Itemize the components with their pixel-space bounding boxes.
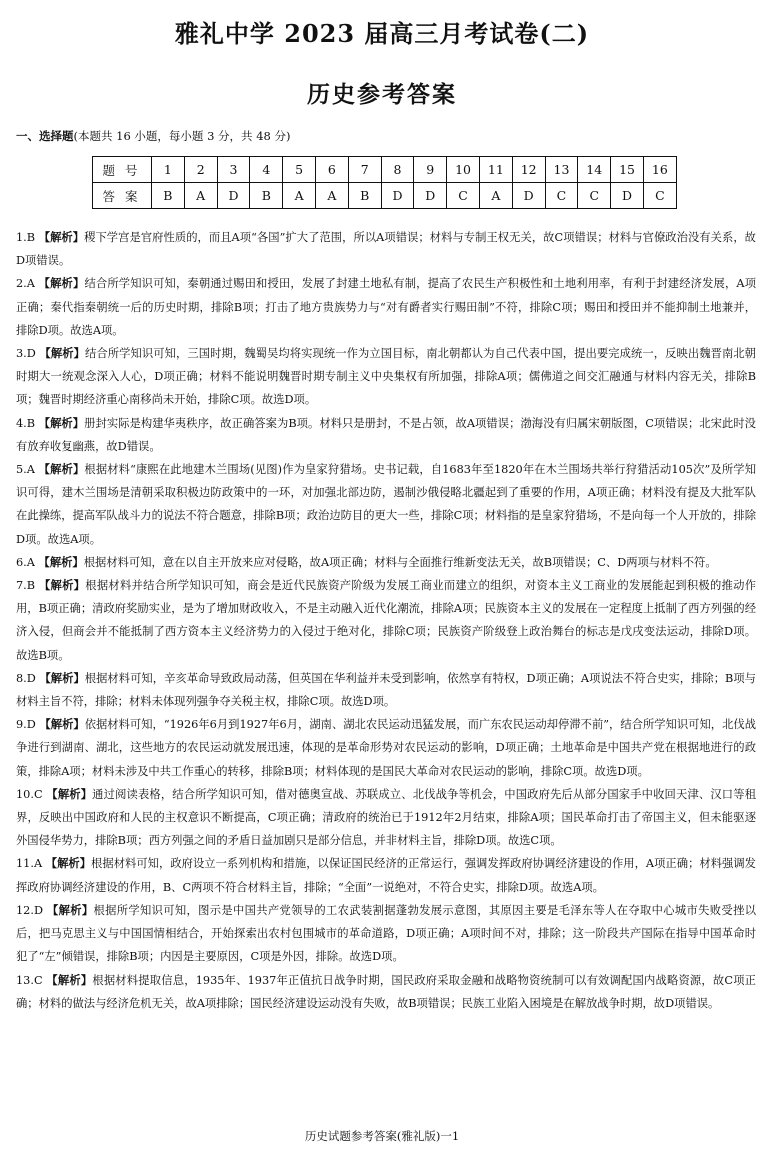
item-analysis-tag: 【解析】 xyxy=(38,578,86,593)
explanation-item xyxy=(16,412,756,458)
item-text: 根据材料并结合所学知识可知，商会是近代民族资产阶级为发展工商业而建立的组织，对资本主义工商业的发展能起到积极的推动作用，B项正确；清政府奖励实业，是为了增加财政收入，不是主动融入近代化潮流，排除A项；民族资本主义的发展在一定程度上抵制了西方列强的经济入侵，但商会并不能抵制了西方资本主义经济势力的入侵过于绝对化，排除C项；民族资产阶级登上政治舞台的标志是戊戌变法运动，排除D项。故选B项。 xyxy=(16,579,756,662)
question-number-cell: 1 xyxy=(152,157,185,183)
item-text: 结合所学知识可知，三国时期，魏蜀吴均将实现统一作为立国目标，南北朝都认为自己代表中国，提出要完成统一，反映出魏晋南北朝时期大一统观念深入人心，D项正确；材料不能说明魏晋时期专制主义中央集权有所加强，排除A项；儒佛道之间交汇融通与材料内容无关，排除B项；魏晋时期经济重心南移尚未开始，排除C项。故选D项。 xyxy=(16,347,756,407)
item-analysis-tag: 【解析】 xyxy=(38,415,85,430)
answer-cell: A xyxy=(479,183,512,209)
explanation-item xyxy=(16,852,756,898)
question-number-cell: 15 xyxy=(611,157,644,183)
explanation-item xyxy=(16,342,756,412)
question-number-cell: 12 xyxy=(512,157,545,183)
explanation-item xyxy=(16,783,756,853)
item-analysis-tag: 【解析】 xyxy=(38,276,85,291)
item-analysis-tag: 【解析】 xyxy=(46,902,94,917)
item-number: 1.B xyxy=(16,231,36,244)
explanation-item xyxy=(16,969,756,1015)
answer-cell: D xyxy=(381,183,414,209)
item-analysis-tag: 【解析】 xyxy=(38,554,84,569)
question-number-cell: 3 xyxy=(217,157,250,183)
answer-cell: C xyxy=(643,183,676,209)
explanation-item xyxy=(16,713,756,783)
answer-table-answer-row xyxy=(93,183,677,209)
row-label-answer: 答案 xyxy=(93,183,152,209)
answer-cell: C xyxy=(545,183,578,209)
explanation-item xyxy=(16,551,756,574)
item-text: 根据材料提取信息，1935年、1937年正值抗日战争时期，国民政府采取金融和战略物资统制可以有效调配国内战略资源，故C项正确；材料的做法与经济危机无关，故A项排除；国民经济建设运动没有失败，故B项错误；民族工业陷入困境是在解放战争时期，故D项错误。 xyxy=(16,973,756,1010)
explanation-item xyxy=(16,226,756,272)
answer-cell: D xyxy=(611,183,644,209)
item-analysis-tag: 【解析】 xyxy=(39,346,86,361)
item-analysis-tag: 【解析】 xyxy=(46,972,93,987)
item-text: 根据材料可知，辛亥革命导致政局动荡，但英国在华利益并未受到影响，依然享有特权，D项正确；A项说法不符合史实，排除；B项与材料主旨不符，排除；材料未体现列强争夺关税主权，排除C项。故选D项。 xyxy=(16,671,756,709)
item-text: 通过阅读表格，结合所学知识可知，借对德奥宣战、苏联成立、北伐战争等机会，中国政府先后从部分国家手中收回天津、汉口等租界，反映出中国政府和人民的主权意识不断提高，C项正确；清政府的统治已于1912年2月结束，排除A项；国民革命打击了帝国主义，但未能驱逐外国侵华势力，排除B项；西方列强之间的矛盾日益加剧只是部分信息，并非材料主旨，排除D项。故选C项。 xyxy=(16,787,756,848)
explanation-item xyxy=(16,272,756,342)
question-number-cell: 13 xyxy=(545,157,578,183)
question-number-cell: 2 xyxy=(184,157,217,183)
question-number-cell: 11 xyxy=(479,157,512,183)
answer-cell: A xyxy=(184,183,217,209)
item-text: 根据材料可知，政府设立一系列机构和措施，以保证国民经济的正常运行，强调发挥政府协调经济建设的作用，A项正确；材料强调发挥政府协调经济建设的作用，B、C两项不符合材料主旨，排除；“全面”一说绝对，不符合史实，排除D项。故选A项。 xyxy=(16,857,756,894)
answer-table xyxy=(92,156,677,209)
item-text: 根据材料可知，意在以自主开放来应对侵略，故A项正确；材料与全面推行维新变法无关，故B项错误；C、D两项与材料不符。 xyxy=(83,555,717,569)
answer-cell: C xyxy=(447,183,480,209)
question-number-cell: 9 xyxy=(414,157,447,183)
item-analysis-tag: 【解析】 xyxy=(38,230,85,244)
item-number: 5.A xyxy=(16,463,35,477)
answer-cell: B xyxy=(152,183,185,209)
answer-cell: A xyxy=(315,183,348,209)
item-text: 稷下学宫是官府性质的，而且A项“各国”扩大了范围，所以A项错误；材料与专制王权无关，故C项错误；材料与官僚政治没有关系，故D项错误。 xyxy=(16,231,756,268)
item-number: 9.D xyxy=(16,718,36,732)
answer-cell: B xyxy=(250,183,283,209)
question-number-cell: 6 xyxy=(315,157,348,183)
item-number: 11.A xyxy=(16,857,43,871)
item-analysis-tag: 【解析】 xyxy=(46,786,93,801)
item-number: 10.C xyxy=(16,787,43,801)
item-number: 12.D xyxy=(16,903,44,917)
item-text: 结合所学知识可知，秦朝通过赐田和授田，发展了封建土地私有制，提高了农民生产积极性和土地利用率，有利于封建经济发展，A项正确；秦代指秦朝统一后的历史时期，排除B项；打击了地方贵族势力与“对有爵者实行赐田制”不符，排除C项；赐田和授田并不能抑制土地兼并，排除D项。故选A项。 xyxy=(16,277,756,337)
exam-title: 雅礼中学 2023 届高三月考试卷(二) xyxy=(174,19,590,48)
item-number: 4.B xyxy=(16,416,36,430)
answer-cell: A xyxy=(283,183,316,209)
item-analysis-tag: 【解析】 xyxy=(39,717,85,732)
item-number: 8.D xyxy=(16,671,36,685)
answer-cell: D xyxy=(414,183,447,209)
question-number-cell: 7 xyxy=(348,157,381,183)
explanation-item xyxy=(16,667,756,713)
item-text: 依据材料可知，“1926年6月到1927年6月，湖南、湖北农民运动迅猛发展，而广东农民运动却停滞不前”，结合所学知识可知，北伐战争进行到湖南、湖北，这些地方的农民运动就发展迅速，体现的是革命形势对农民运动的影响，D项正确；土地革命是中国共产党在根据地进行的政策，排除A项；材料未涉及中共工作重心的转移，排除B项；材料体现的是国民大革命对农民运动的影响，排除C项。故选D项。 xyxy=(16,718,757,778)
item-text: 根据所学知识可知，图示是中国共产党领导的工农武装割据蓬勃发展示意图，其原因主要是毛泽东等人在夺取中心城市失败受挫以后，把马克思主义与中国国情相结合，开始探索出农村包围城市的革命道路，D项正确；A项时间不对，排除；这一阶段共产国际在指导中国革命时犯了“左”倾错误，排除B项；内因是主要原因，C项是外因，排除。故选D项。 xyxy=(16,903,756,964)
question-number-cell: 5 xyxy=(283,157,316,183)
question-number-cell: 10 xyxy=(447,157,480,183)
question-number-cell: 16 xyxy=(643,157,676,183)
page-footer: 历史试题参考答案(雅礼版)一1 xyxy=(304,1129,460,1143)
row-label-question-number: 题号 xyxy=(93,157,152,183)
section-heading-label: 一、选择题 xyxy=(16,129,74,143)
answer-cell: D xyxy=(512,183,545,209)
item-number: 2.A xyxy=(16,277,35,291)
item-number: 6.A xyxy=(16,555,35,569)
question-number-cell: 4 xyxy=(250,157,283,183)
answer-cell: D xyxy=(217,183,250,209)
section-heading xyxy=(16,128,291,144)
item-analysis-tag: 【解析】 xyxy=(45,856,92,871)
item-number: 3.D xyxy=(16,347,36,361)
answer-cell: C xyxy=(578,183,611,209)
item-number: 7.B xyxy=(16,579,36,593)
explanation-item xyxy=(16,574,756,667)
question-number-cell: 8 xyxy=(381,157,414,183)
section-heading-note: (本题共 16 小题，每小题 3 分，共 48 分) xyxy=(73,129,291,143)
item-analysis-tag: 【解析】 xyxy=(39,670,85,685)
explanation-item xyxy=(16,458,756,551)
item-number: 13.C xyxy=(16,973,43,987)
item-text: 根据材料“康熙在此地建木兰围场(见图)作为皇家狩猎场。史书记载，自1683年至1820年在木兰围场共举行狩猎活动105次”及所学知识可得，建木兰围场是清朝采取积极边防政策中的一环，对加强北部边防，遏制沙俄侵略北疆起到了重要的作用，A项正确；材料没有提及大批军队在此操练，提高军队战斗力的说法不符合题意，排除B项；政治边防目的更大一些，排除C项；材料指的是皇家狩猎场，不是向每一个人开放的，排除D项。故选A项。 xyxy=(16,463,756,546)
answer-key-subtitle: 历史参考答案 xyxy=(307,81,457,108)
item-analysis-tag: 【解析】 xyxy=(38,462,85,477)
answer-table-number-row xyxy=(93,157,677,183)
explanation-item xyxy=(16,899,756,969)
explanation-list xyxy=(16,226,756,1015)
question-number-cell: 14 xyxy=(578,157,611,183)
answer-cell: B xyxy=(348,183,381,209)
item-text: 册封实际是构建华夷秩序，故正确答案为B项。材料只是册封，不是占领，故A项错误；渤海没有归属宋朝版图，C项错误；北宋此时没有放弃收复幽燕，故D错误。 xyxy=(16,416,756,453)
